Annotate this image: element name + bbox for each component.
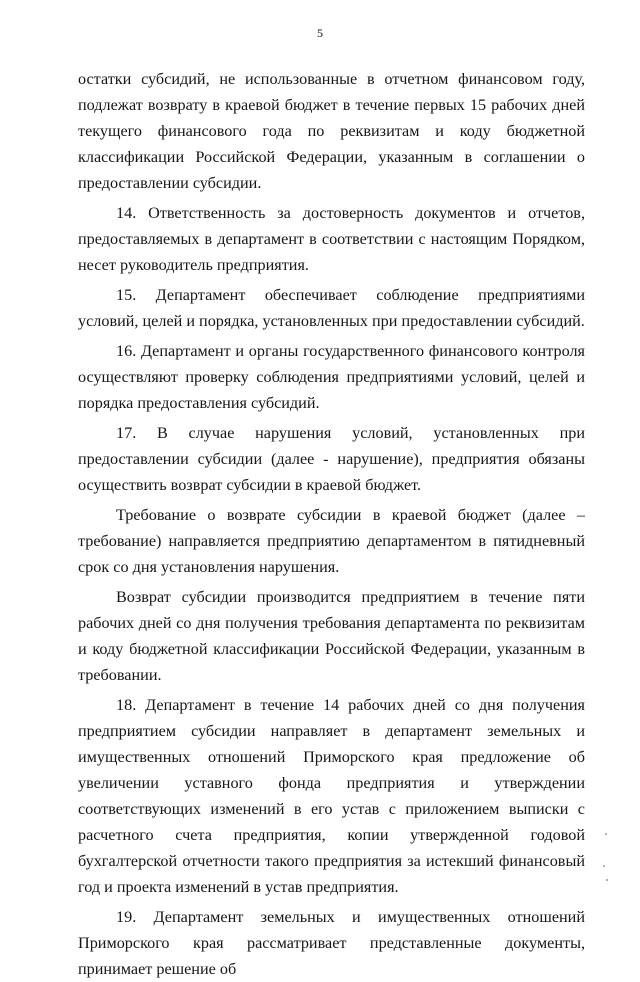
paragraph-17-requirement: Требование о возврате субсидии в краевой бюджет (далее – требование) направляется предприятию департаментом в пятидневный срок со дня установления нарушения. xyxy=(78,506,585,576)
paragraph-17-refund: Возврат субсидии производится предприятием в течение пяти рабочих дней со дня получения требования департамента по реквизитам и коду бюджетной классификации Российской Федерации, указанным в требовании. xyxy=(78,588,585,684)
scan-speck xyxy=(605,833,607,835)
paragraph-continuation: остатки субсидий, не использованные в отчетном финансовом году, подлежат возврату в краевой бюджет в течение первых 15 рабочих дней текущего финансового года по реквизитам и коду бюджетной классификации Российской Федерации, указанным в соглашении о предоставлении субсидии. xyxy=(78,70,585,192)
paragraph-19: 19. Департамент земельных и имущественных отношений Приморского края рассматривает представленные документы, принимает решение об xyxy=(78,908,585,978)
scan-speck xyxy=(603,865,605,867)
paragraph-14: 14. Ответственность за достоверность документов и отчетов, предоставляемых в департамент в соответствии с настоящим Порядком, несет руководитель предприятия. xyxy=(78,204,585,274)
document-body xyxy=(78,66,585,982)
paragraph-16: 16. Департамент и органы государственного финансового контроля осуществляют проверку соблюдения предприятиями условий, целей и порядка предоставления субсидий. xyxy=(78,342,585,412)
scan-speck xyxy=(606,879,608,881)
paragraph-17: 17. В случае нарушения условий, установленных при предоставлении субсидии (далее - нарушение), предприятия обязаны осуществить возврат субсидии в краевой бюджет. xyxy=(78,424,585,494)
scan-specks xyxy=(602,827,610,887)
paragraph-18: 18. Департамент в течение 14 рабочих дней со дня получения предприятием субсидии направляет в департамент земельных и имущественных отношений Приморского края предложение об увеличении уставного фонда предприятия и утверждении соответствующих изменений в его устав с приложением выписки с расчетного счета предприятия, копии утвержденной годовой бухгалтерской отчетности такого предприятия за истекший финансовый год и проекта изменений в устав предприятия. xyxy=(78,696,585,896)
paragraph-15: 15. Департамент обеспечивает соблюдение предприятиями условий, целей и порядка, установленных при предоставлении субсидий. xyxy=(78,286,585,330)
page-number: 5 xyxy=(317,26,323,40)
